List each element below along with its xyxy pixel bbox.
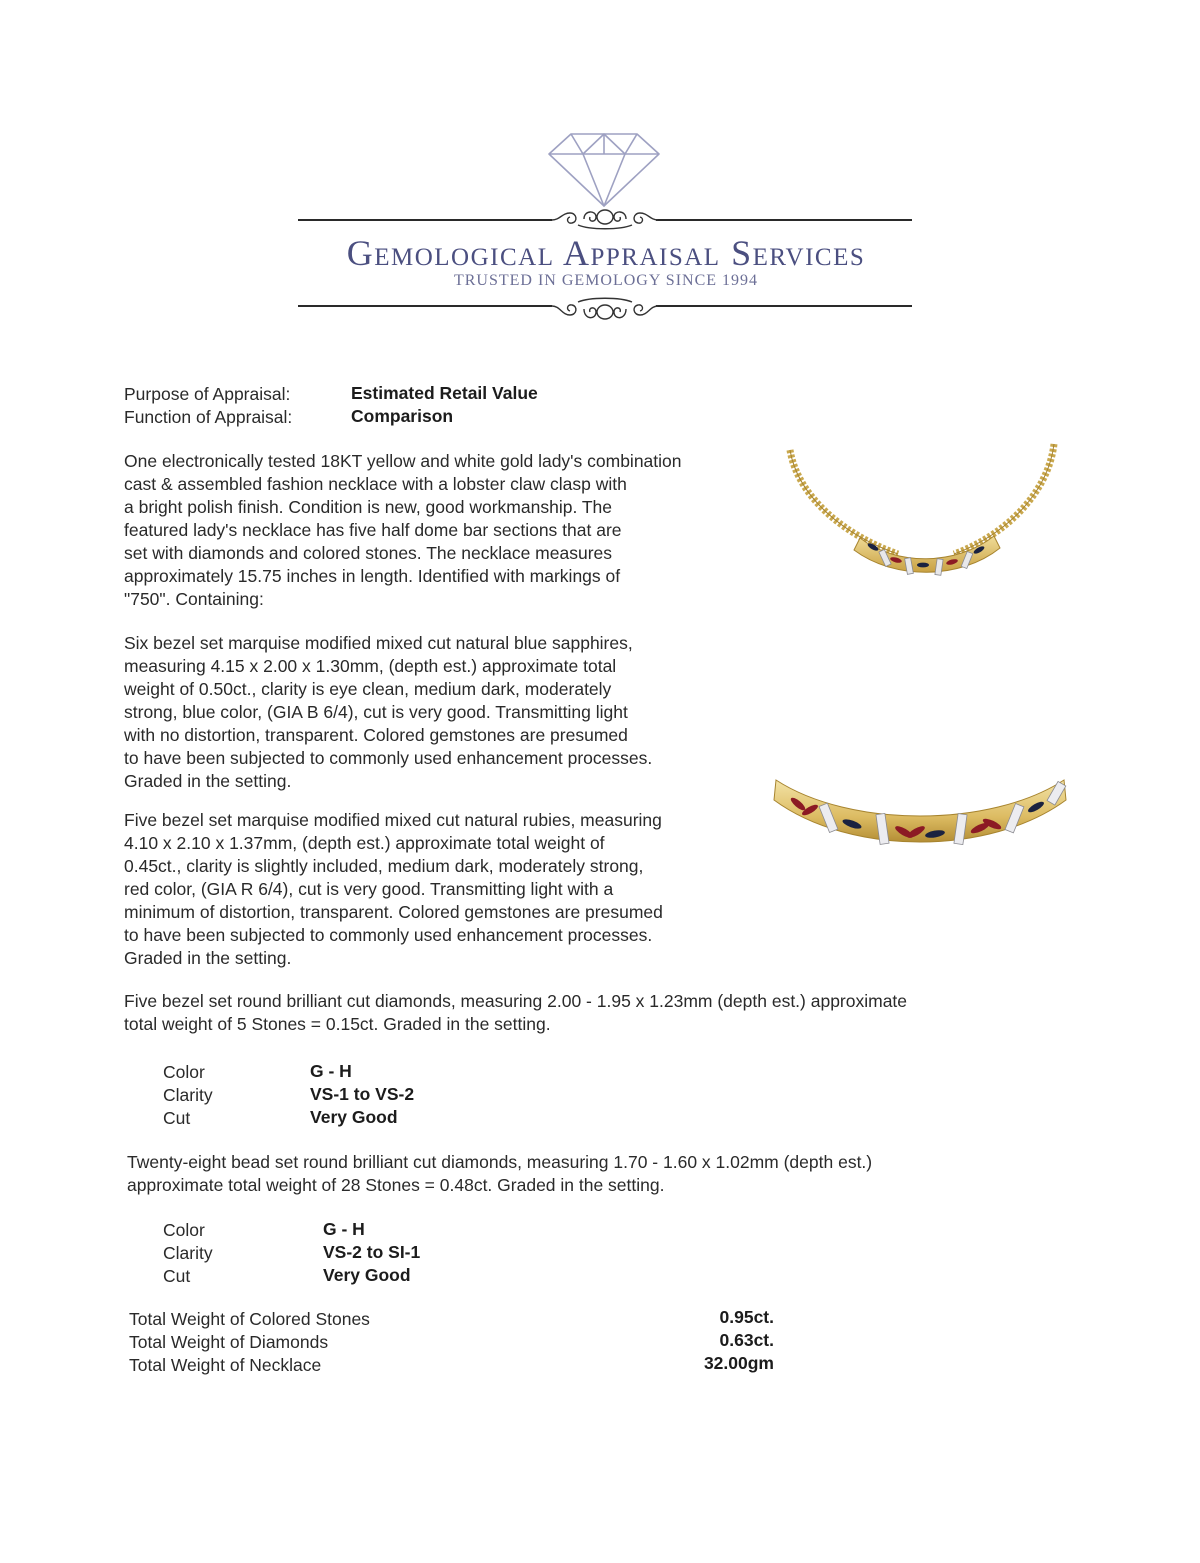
bezel-diamond-description xyxy=(124,990,1044,1036)
purpose-label: Purpose of Appraisal: xyxy=(124,384,291,404)
grade-value: Very Good xyxy=(310,1107,398,1127)
text-line: Six bezel set marquise modified mixed cut natural blue sapphires, xyxy=(124,633,633,653)
grade-value: G - H xyxy=(323,1219,365,1239)
function-label: Function of Appraisal: xyxy=(124,407,293,427)
grade-label: Clarity xyxy=(163,1085,213,1105)
header-rule-bottom-right xyxy=(656,305,912,307)
text-line: featured lady's necklace has five half dome bar sections that are xyxy=(124,520,622,540)
text-line: Five bezel set round brilliant cut diamonds, measuring 2.00 - 1.95 x 1.23mm (depth est.) approximate xyxy=(124,991,908,1011)
header-rule-top-right xyxy=(656,219,912,221)
total-colored-stones-value: 0.95ct. xyxy=(719,1307,774,1327)
text-line: to have been subjected to commonly used enhancement processes. xyxy=(124,925,653,945)
diamond-icon xyxy=(545,130,663,208)
text-line: cast & assembled fashion necklace with a lobster claw clasp with xyxy=(124,474,627,494)
necklace-photo-closeup xyxy=(770,752,1070,862)
text-line: weight of 0.50ct., clarity is eye clean, medium dark, moderately xyxy=(124,679,612,699)
text-line: Twenty-eight bead set round brilliant cut diamonds, measuring 1.70 - 1.60 x 1.02mm (depth est.) xyxy=(127,1152,873,1172)
text-line: to have been subjected to commonly used enhancement processes. xyxy=(124,748,653,768)
text-line: One electronically tested 18KT yellow and white gold lady's combination xyxy=(124,451,682,471)
scroll-ornament-top xyxy=(550,205,660,233)
total-diamonds-label: Total Weight of Diamonds xyxy=(129,1332,329,1352)
text-line: a bright polish finish. Condition is new, good workmanship. The xyxy=(124,497,613,517)
grade-label: Cut xyxy=(163,1266,191,1286)
text-line: strong, blue color, (GIA B 6/4), cut is very good. Transmitting light xyxy=(124,702,628,722)
text-line: approximately 15.75 inches in length. Identified with markings of xyxy=(124,566,621,586)
company-tagline: TRUSTED IN GEMOLOGY SINCE 1994 xyxy=(453,272,759,289)
text-line: Graded in the setting. xyxy=(124,948,292,968)
grade-value: Very Good xyxy=(323,1265,411,1285)
grade-label: Clarity xyxy=(163,1243,213,1263)
bead-diamond-description xyxy=(127,1151,1047,1197)
text-line: total weight of 5 Stones = 0.15ct. Graded in the setting. xyxy=(124,1014,551,1034)
text-line: measuring 4.15 x 2.00 x 1.30mm, (depth est.) approximate total xyxy=(124,656,617,676)
total-necklace-weight-label: Total Weight of Necklace xyxy=(129,1355,322,1375)
total-necklace-weight-value: 32.00gm xyxy=(703,1353,774,1373)
function-value: Comparison xyxy=(351,406,454,426)
purpose-value: Estimated Retail Value xyxy=(351,383,538,403)
grade-value: VS-2 to SI-1 xyxy=(323,1242,421,1262)
header-rule-top-left xyxy=(298,219,552,221)
text-line: red color, (GIA R 6/4), cut is very good. Transmitting light with a xyxy=(124,879,614,899)
text-line: with no distortion, transparent. Colored gemstones are presumed xyxy=(124,725,628,745)
total-diamonds-value: 0.63ct. xyxy=(719,1330,774,1350)
grade-value: VS-1 to VS-2 xyxy=(310,1084,415,1104)
header-rule-bottom-left xyxy=(298,305,552,307)
text-line: approximate total weight of 28 Stones = 0.48ct. Graded in the setting. xyxy=(127,1175,665,1195)
text-line: minimum of distortion, transparent. Colored gemstones are presumed xyxy=(124,902,663,922)
scroll-ornament-bottom xyxy=(550,293,660,327)
grade-label: Color xyxy=(163,1220,205,1240)
text-line: Graded in the setting. xyxy=(124,771,292,791)
text-line: 4.10 x 2.10 x 1.37mm, (depth est.) approximate total weight of xyxy=(124,833,605,853)
necklace-description xyxy=(124,450,764,611)
grade-label: Color xyxy=(163,1062,205,1082)
text-line: 0.45ct., clarity is slightly included, medium dark, moderately strong, xyxy=(124,856,644,876)
company-name: Gemological Appraisal Services xyxy=(346,233,866,273)
grade-value: G - H xyxy=(310,1061,352,1081)
total-colored-stones-label: Total Weight of Colored Stones xyxy=(129,1309,370,1329)
ruby-description xyxy=(124,809,764,970)
necklace-photo-full xyxy=(776,438,1066,588)
sapphire-description xyxy=(124,632,764,793)
grade-label: Cut xyxy=(163,1108,191,1128)
text-line: set with diamonds and colored stones. The necklace measures xyxy=(124,543,613,563)
text-line: "750". Containing: xyxy=(124,589,264,609)
text-line: Five bezel set marquise modified mixed cut natural rubies, measuring xyxy=(124,810,662,830)
